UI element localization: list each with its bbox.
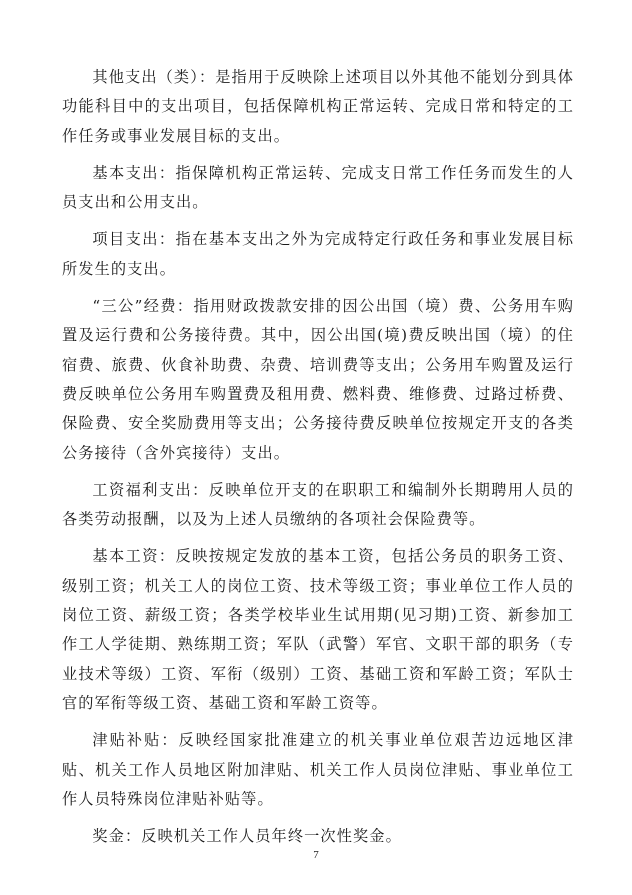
paragraph-project-expenditure: 项目支出：指在基本支出之外为完成特定行政任务和事业发展目标所发生的支出。 (62, 230, 574, 278)
paragraph-bonus: 奖金：反映机关工作人员年终一次性奖金。 (92, 827, 402, 846)
paragraph-basic-salary: 基本工资：反映按规定发放的基本工资，包括公务员的职务工资、级别工资；机关工人的岗位工资、技术等级工资；事业单位工作人员的岗位工资、薪级工资；各类学校毕业生试用期(见习期)工资、新参加工作工人学徒期、熟练期工资；军队（武警）军官、文职干部的职务（专业技术等级）工资、军衔（级别）工资、基础工资和军龄工资；军队士官的军衔等级工资、基础工资和军龄工资等。 (62, 547, 574, 712)
paragraph-three-public-expenses: “三公”经费：指用财政拨款安排的因公出国（境）费、公务用车购置及运行费和公务接待费。其中，因公出国(境)费反映出国（境）的住宿费、旅费、伙食补助费、杂费、培训费等支出；公务用车购置及运行费反映单位公务用车购置费及租用费、燃料费、维修费、过路过桥费、保险费、安全奖励费用等支出；公务接待费反映单位按规定开支的各类公务接待（含外宾接待）支出。 (62, 297, 574, 462)
body-text (62, 63, 574, 859)
paragraph-salary-welfare: 工资福利支出：反映单位开支的在职职工和编制外长期聘用人员的各类劳动报酬，以及为上述人员缴纳的各项社会保险费等。 (62, 480, 574, 529)
paragraph-basic-expenditure: 基本支出：指保障机构正常运转、完成支日常工作任务而发生的人员支出和公用支出。 (62, 163, 574, 212)
page-number: 7 (313, 849, 319, 861)
paragraph-other-expenditure: 其他支出（类）：是指用于反映除上述项目以外其他不能划分到具体功能科目中的支出项目，包括保障机构正常运转、完成日常和特定的工作任务或事业发展目标的支出。 (62, 68, 574, 145)
paragraph-allowances: 津贴补贴：反映经国家批准建立的机关事业单位艰苦边远地区津贴、机关工作人员地区附加津贴、机关工作人员岗位津贴、事业单位工作人员特殊岗位津贴补贴等。 (62, 731, 574, 808)
